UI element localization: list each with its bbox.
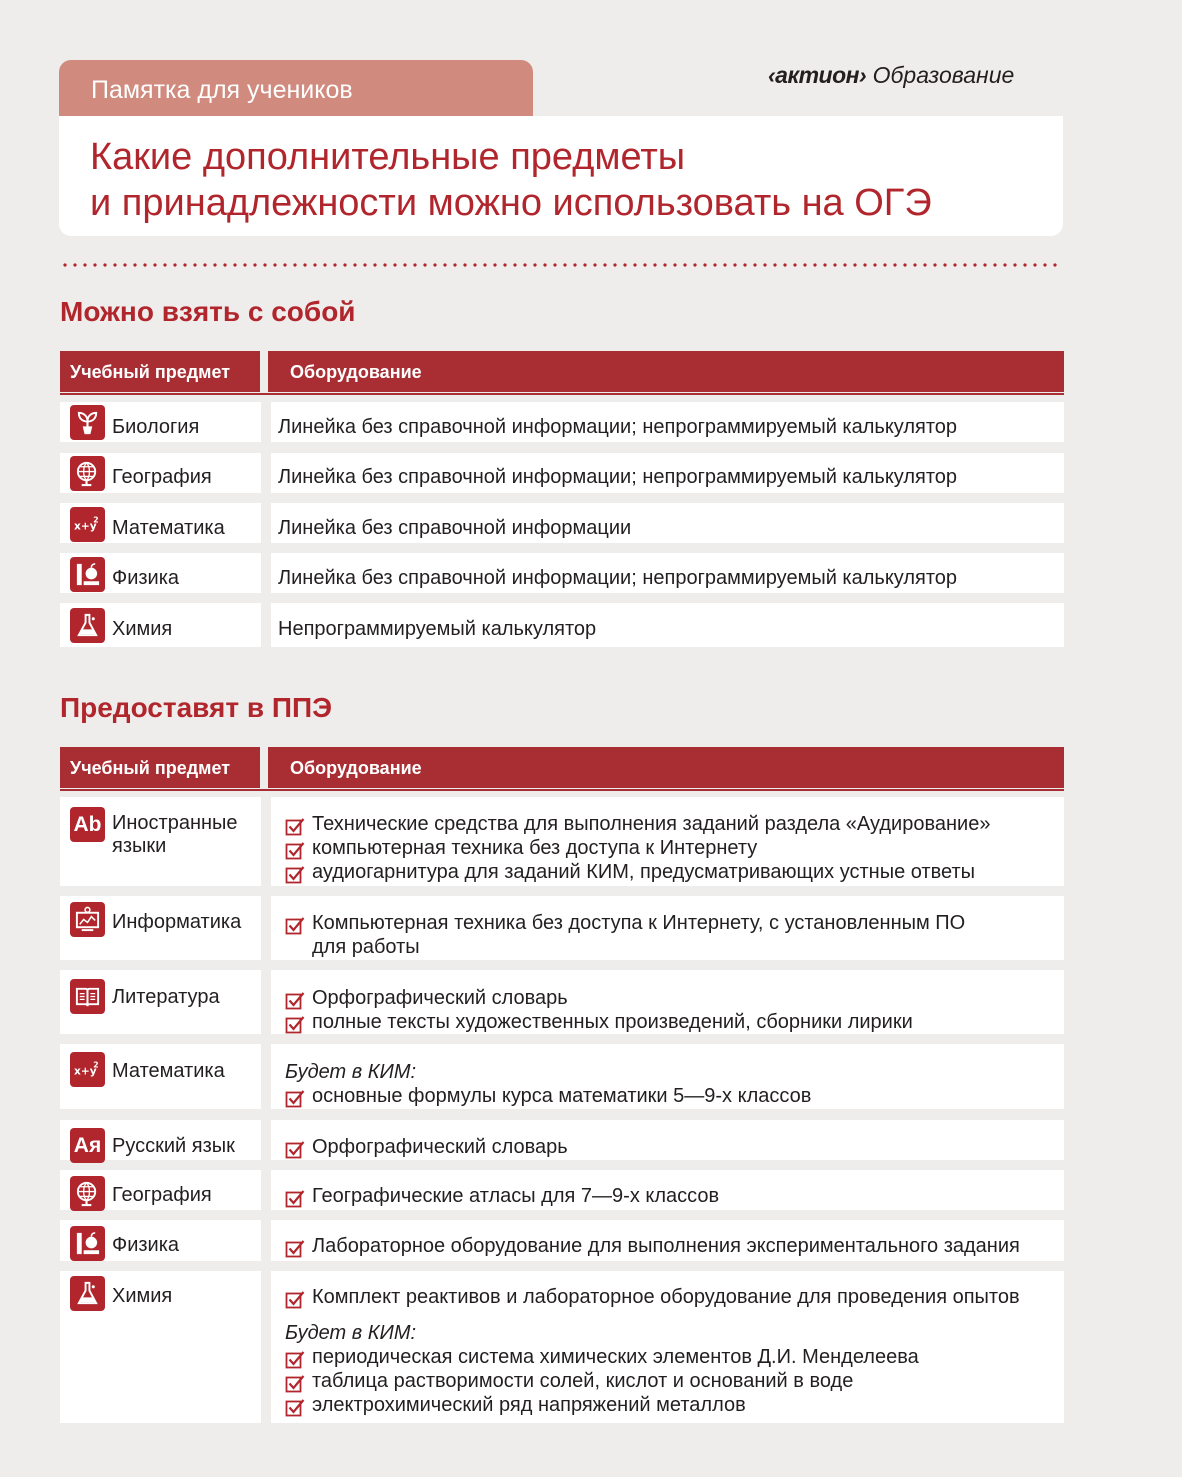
equipment-cell [271, 402, 1064, 442]
apple-books-icon [70, 1226, 105, 1261]
equipment-text: Линейка без справочной информации; непрограммируемый калькулятор [278, 416, 958, 438]
equipment-cell [271, 1120, 1064, 1160]
subject-cell [60, 896, 261, 960]
subject-name: Физика [112, 1234, 180, 1256]
col-header-subject: Учебный предмет [60, 747, 260, 788]
checkbox-check-icon [285, 1350, 305, 1370]
logo-brand: ‹актион› [768, 62, 867, 88]
checkbox-check-icon [285, 1089, 305, 1109]
table-row [60, 896, 1064, 960]
subject-cell [60, 797, 261, 886]
equipment-cell [271, 1044, 1064, 1109]
equipment-cell [271, 970, 1064, 1034]
equipment-list [285, 911, 965, 959]
subject-name: Биология [112, 416, 200, 438]
subject-name: Информатика [112, 911, 242, 933]
subject-cell [60, 1170, 261, 1210]
checkbox-check-icon [285, 1140, 305, 1160]
equipment-list [285, 986, 913, 1034]
subject-cell [60, 603, 261, 647]
equipment-cell [271, 1271, 1064, 1423]
equipment-text: Непрограммируемый калькулятор [278, 618, 597, 640]
subject-name: Математика [112, 517, 225, 539]
subject-line: Иностранные [112, 812, 238, 834]
letters-icon: Ая [70, 1128, 105, 1163]
list-item: таблица растворимости солей, кислот и оснований в воде [285, 1369, 1020, 1393]
list-item: компьютерная техника без доступа к Интернету [285, 836, 990, 860]
computer-icon [70, 902, 105, 937]
table-row [60, 970, 1064, 1034]
subject-name: Химия [112, 618, 173, 640]
col-header-equipment: Оборудование [268, 351, 1064, 392]
checkbox-check-icon [285, 1290, 305, 1310]
section-title-provided: Предоставят в ППЭ [60, 692, 333, 723]
logo-sub: Образование [872, 62, 1015, 88]
table-row [60, 797, 1064, 886]
equipment-cell [271, 1220, 1064, 1261]
subject-name: Физика [112, 567, 180, 589]
equipment-cell [271, 453, 1064, 493]
subject-name: Математика [112, 1060, 225, 1082]
table-row [60, 1044, 1064, 1109]
checkbox-check-icon [285, 991, 305, 1011]
equipment-list [285, 812, 990, 884]
subject-cell [60, 970, 261, 1034]
equipment-cell [271, 503, 1064, 543]
list-item: Технические средства для выполнения заданий раздела «Аудирование» [285, 812, 990, 836]
equipment-cell [271, 603, 1064, 647]
kim-note: Будет в КИМ: [285, 1061, 417, 1083]
title-box [59, 116, 1063, 236]
col-header-equipment: Оборудование [268, 747, 1064, 788]
checkbox-check-icon [285, 1398, 305, 1418]
checkbox-check-icon [285, 916, 305, 936]
formula-icon [70, 1052, 105, 1087]
table-row [60, 1220, 1064, 1261]
equipment-list [285, 1184, 719, 1208]
list-item: аудиогарнитура для заданий КИМ, предусматривающих устные ответы [285, 860, 990, 884]
globe-icon [70, 456, 105, 491]
table-row [60, 402, 1064, 442]
table-row [60, 453, 1064, 493]
globe-icon [70, 1176, 105, 1211]
flask-icon [70, 608, 105, 643]
list-item: Географические атласы для 7—9-х классов [285, 1184, 719, 1208]
table-row [60, 503, 1064, 543]
table-row [60, 1271, 1064, 1423]
subject-cell [60, 1044, 261, 1109]
table-row [60, 603, 1064, 647]
checkbox-check-icon [285, 1189, 305, 1209]
checkbox-check-icon [285, 1015, 305, 1035]
equipment-text: Линейка без справочной информации; непрограммируемый калькулятор [278, 567, 958, 589]
list-item: периодическая система химических элементов Д.И. Менделеева [285, 1345, 1020, 1369]
equipment-list [285, 1060, 811, 1108]
list-item-continued: для работы [312, 936, 420, 958]
subject-cell [60, 553, 261, 593]
col-header-subject: Учебный предмет [60, 351, 260, 392]
subject-name: География [112, 466, 212, 488]
subject-name: География [112, 1184, 212, 1206]
subject-cell [60, 402, 261, 442]
formula-icon [70, 507, 105, 542]
checkbox-check-icon [285, 1239, 305, 1259]
list-item: полные тексты художественных произведений, сборники лирики [285, 1010, 913, 1034]
equipment-cell [271, 1170, 1064, 1210]
list-item: Комплект реактивов и лабораторное оборудование для проведения опытов [285, 1285, 1020, 1309]
subject-line: языки [112, 835, 167, 857]
open-book-icon [70, 979, 105, 1014]
list-item: основные формулы курса математики 5—9-х классов [285, 1084, 811, 1108]
checkbox-check-icon [285, 841, 305, 861]
table-row [60, 1170, 1064, 1210]
subject-cell [60, 1271, 261, 1423]
section-title-bring: Можно взять с собой [60, 296, 356, 327]
kim-note: Будет в КИМ: [285, 1322, 417, 1344]
subject-cell [60, 503, 261, 543]
equipment-cell [271, 896, 1064, 960]
equipment-cell [271, 553, 1064, 593]
table-row [60, 553, 1064, 593]
table-header [60, 351, 1064, 392]
dotted-divider [60, 263, 1060, 267]
subject-cell [60, 453, 261, 493]
subject-name: Химия [112, 1285, 173, 1307]
flask-icon [70, 1276, 105, 1311]
equipment-cell [271, 797, 1064, 886]
ab-letters-icon: Ab [70, 807, 105, 842]
checkbox-check-icon [285, 865, 305, 885]
equipment-list [285, 1135, 568, 1159]
subject-cell [60, 1220, 261, 1261]
list-item: электрохимический ряд напряжений металлов [285, 1393, 1020, 1417]
apple-books-icon [70, 557, 105, 592]
subject-name [112, 812, 238, 858]
subject-name: Русский язык [112, 1135, 235, 1157]
equipment-list [285, 1285, 1020, 1417]
table-row [60, 1120, 1064, 1160]
plant-icon [70, 405, 105, 440]
subject-name: Литература [112, 986, 220, 1008]
subject-cell [60, 1120, 261, 1160]
aktion-logo [768, 62, 1014, 89]
list-item: Лабораторное оборудование для выполнения экспериментального задания [285, 1234, 1020, 1258]
checkbox-check-icon [285, 1374, 305, 1394]
equipment-text: Линейка без справочной информации; непрограммируемый калькулятор [278, 466, 958, 488]
list-item: Орфографический словарь [285, 1135, 568, 1159]
page-title-line-2: и принадлежности можно использовать на ОГЭ [90, 182, 932, 224]
page-title-line-1: Какие дополнительные предметы [90, 136, 686, 178]
tag-label: Памятка для учеников [59, 60, 533, 120]
equipment-text: Линейка без справочной информации [278, 517, 632, 539]
checkbox-check-icon [285, 817, 305, 837]
list-item: Компьютерная техника без доступа к Интернету, с установленным ПО [285, 911, 965, 935]
list-item: Орфографический словарь [285, 986, 913, 1010]
equipment-list [285, 1234, 1020, 1258]
table-header [60, 747, 1064, 788]
